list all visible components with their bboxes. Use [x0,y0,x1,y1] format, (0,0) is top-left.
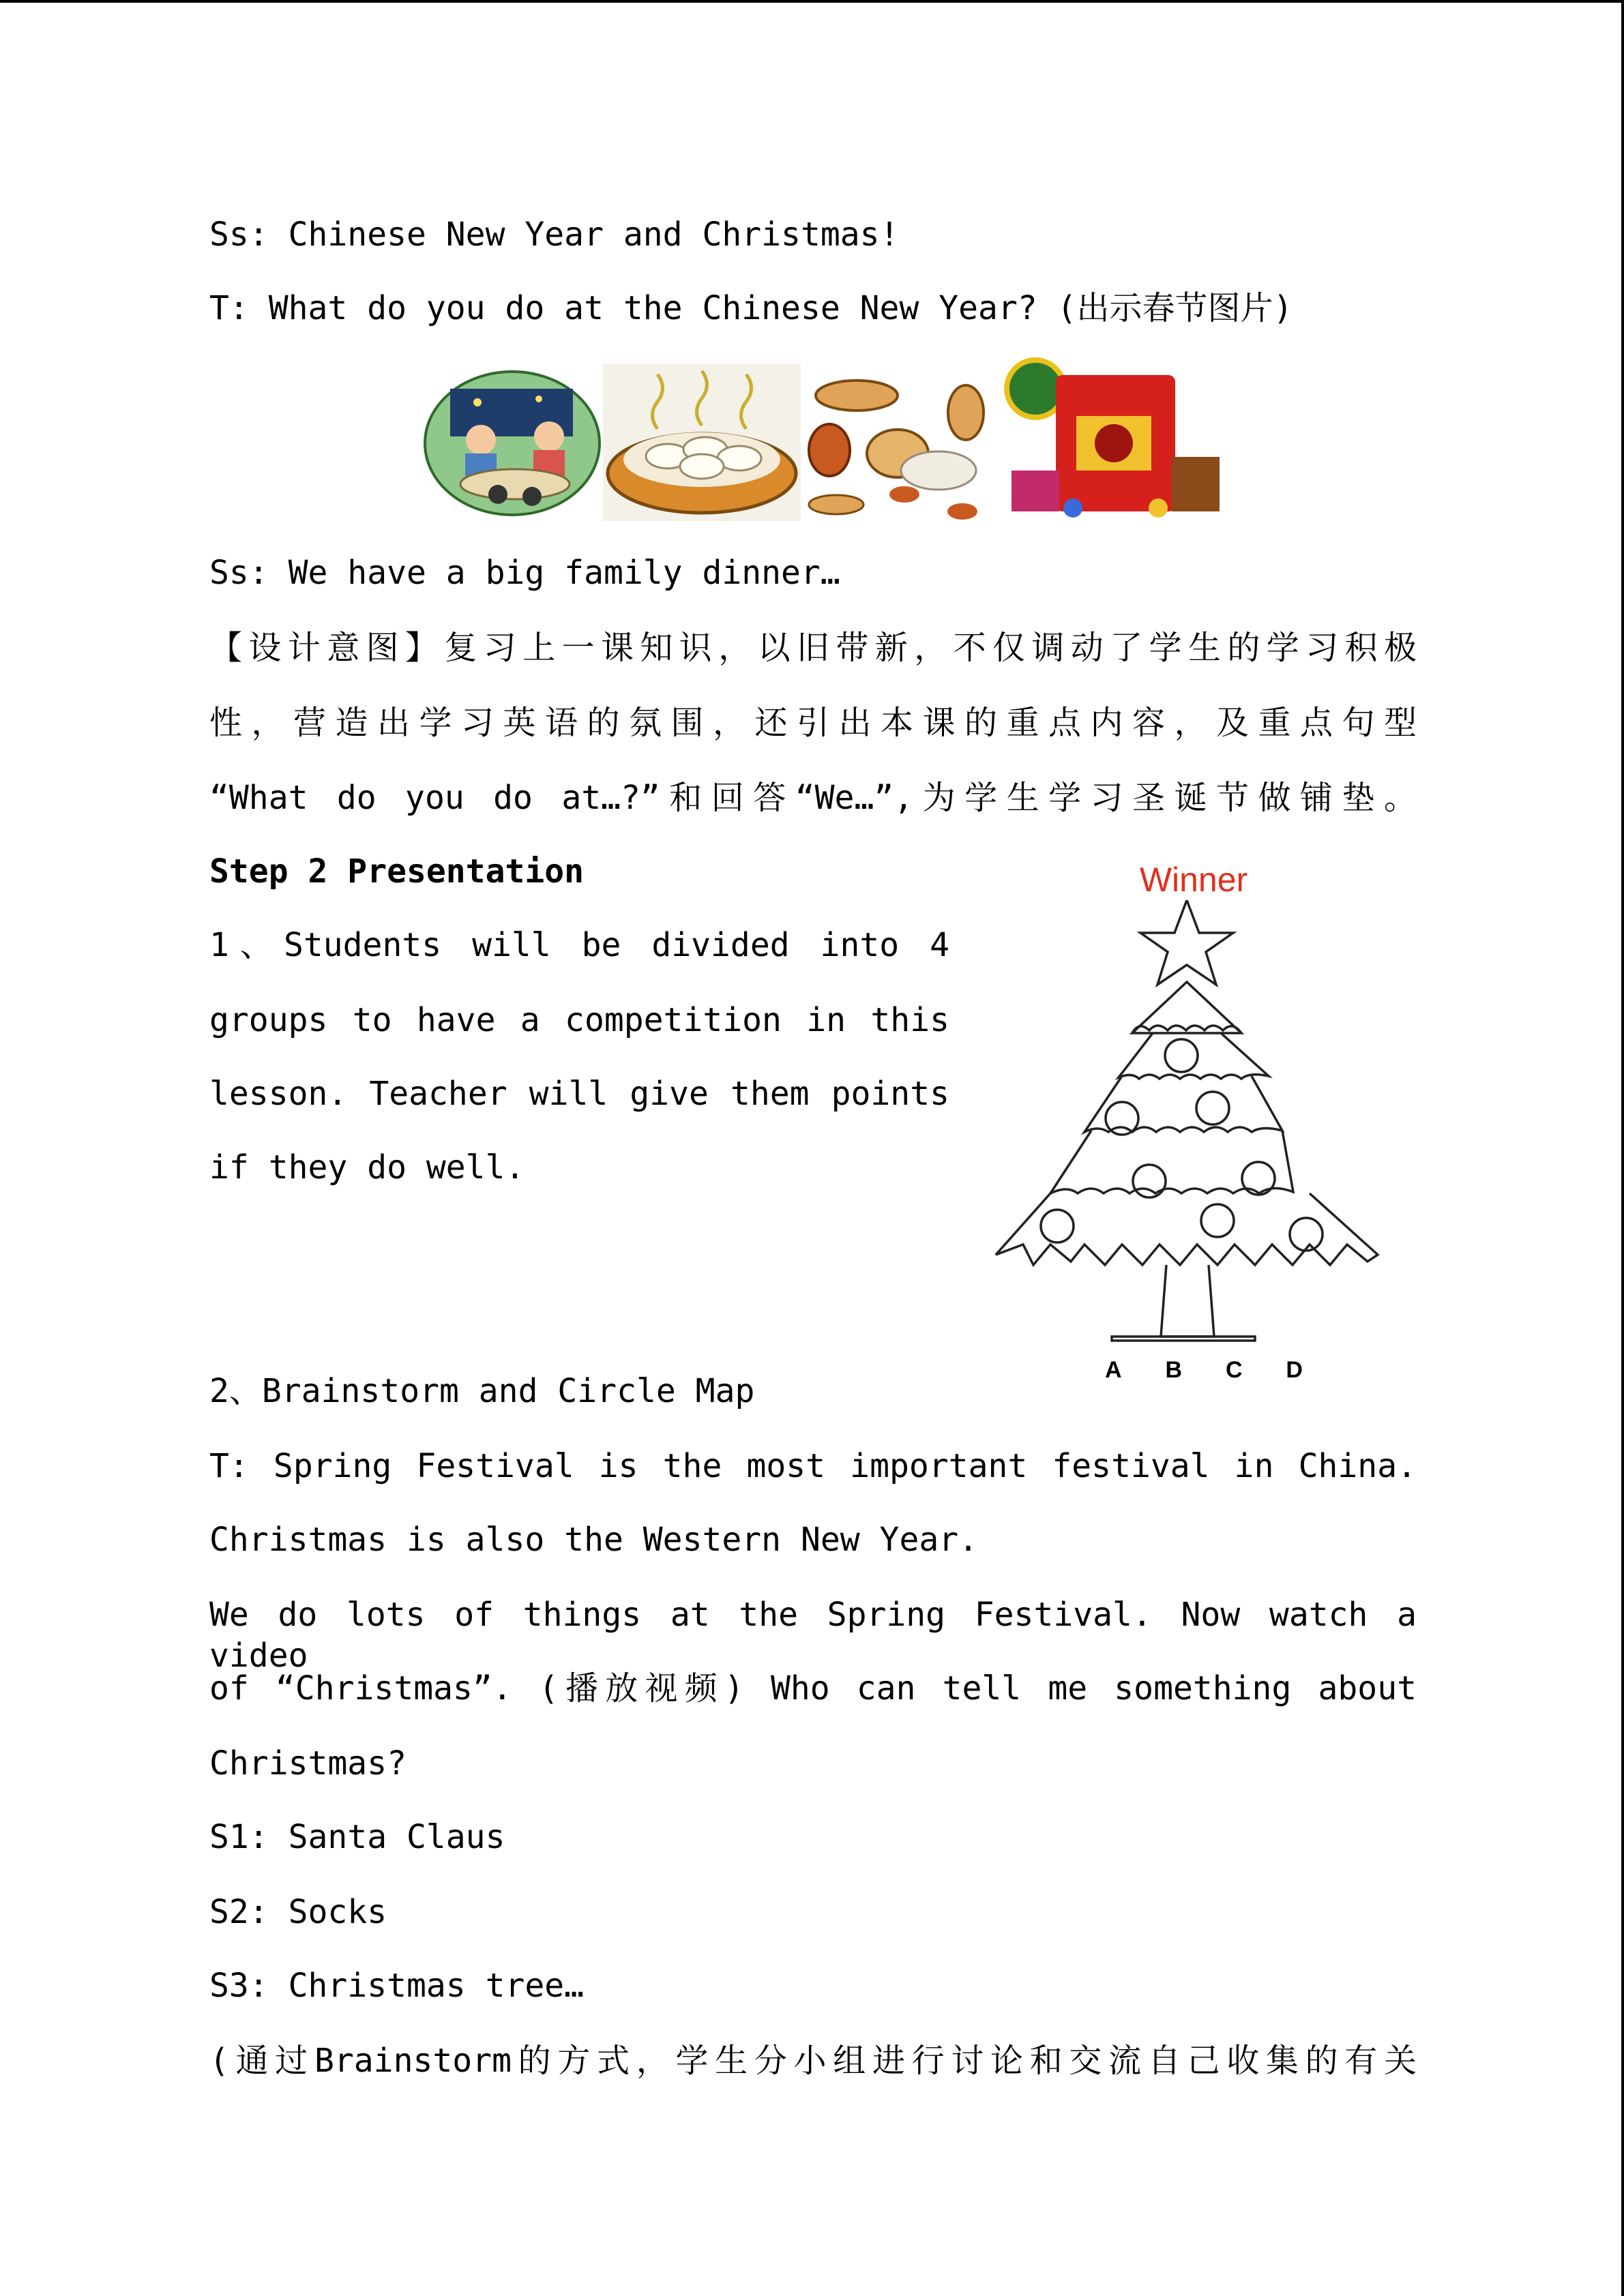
dialogue-line: T: What do you do at the Chinese New Year? (出示春节图片) [209,289,1293,327]
design-intent-line: 【设计意图】复习上一课知识，以旧带新，不仅调动了学生的学习积极 [209,629,1417,667]
paragraph-line: of “Christmas”. (播放视频) Who can tell me something about [209,1669,1417,1708]
paragraph-line: if they do well. [209,1148,525,1187]
page-border-right [1621,0,1624,2296]
design-intent-line: “What do you do at…?”和回答“We…”,为学生学习圣诞节做铺垫。 [209,779,1417,817]
paragraph-line: T: Spring Festival is the most important festival in China. [209,1447,1417,1485]
dialogue-line: Ss: We have a big family dinner… [209,554,840,592]
design-intent-line: 性，营造出学习英语的氛围，还引出本课的重点内容，及重点句型 [209,704,1417,742]
paragraph-line: 2、Brainstorm and Circle Map [209,1372,755,1410]
dialogue-line: S2: Socks [209,1893,387,1931]
paragraph-line: groups to have a competition in this [209,1001,949,1039]
dumplings-illustration [603,364,801,521]
paragraph-line: Christmas is also the Western New Year. [209,1521,979,1559]
paragraph-line: (通过Brainstorm的方式，学生分小组进行讨论和交流自己收集的有关 [209,2042,1417,2080]
group-label-b: B [1165,1357,1183,1383]
candy-illustration [1001,355,1226,524]
peanuts-illustration [802,375,1000,522]
group-labels [1105,1357,1303,1384]
dialogue-line: S3: Christmas tree… [209,1967,585,2005]
group-label-d: D [1286,1357,1303,1383]
dialogue-line: Ss: Chinese New Year and Christmas! [209,215,900,254]
group-label-a: A [1105,1357,1122,1383]
paragraph-line: We do lots of things at the Spring Festival. Now watch a video [209,1596,1417,1675]
page-border-top [0,0,1624,3]
paragraph-line: Christmas? [209,1744,407,1783]
family-dinner-illustration [423,368,602,518]
winner-title: Winner [1139,861,1248,899]
dialogue-line: S1: Santa Claus [209,1818,505,1856]
paragraph-line: 1、Students will be divided into 4 [209,926,949,964]
paragraph-line: lesson. Teacher will give them points [209,1075,949,1113]
section-heading: Step 2 Presentation [209,852,585,891]
christmas-tree-icon [982,900,1419,1343]
winner-tree-figure [982,852,1419,1398]
group-label-c: C [1225,1357,1243,1383]
